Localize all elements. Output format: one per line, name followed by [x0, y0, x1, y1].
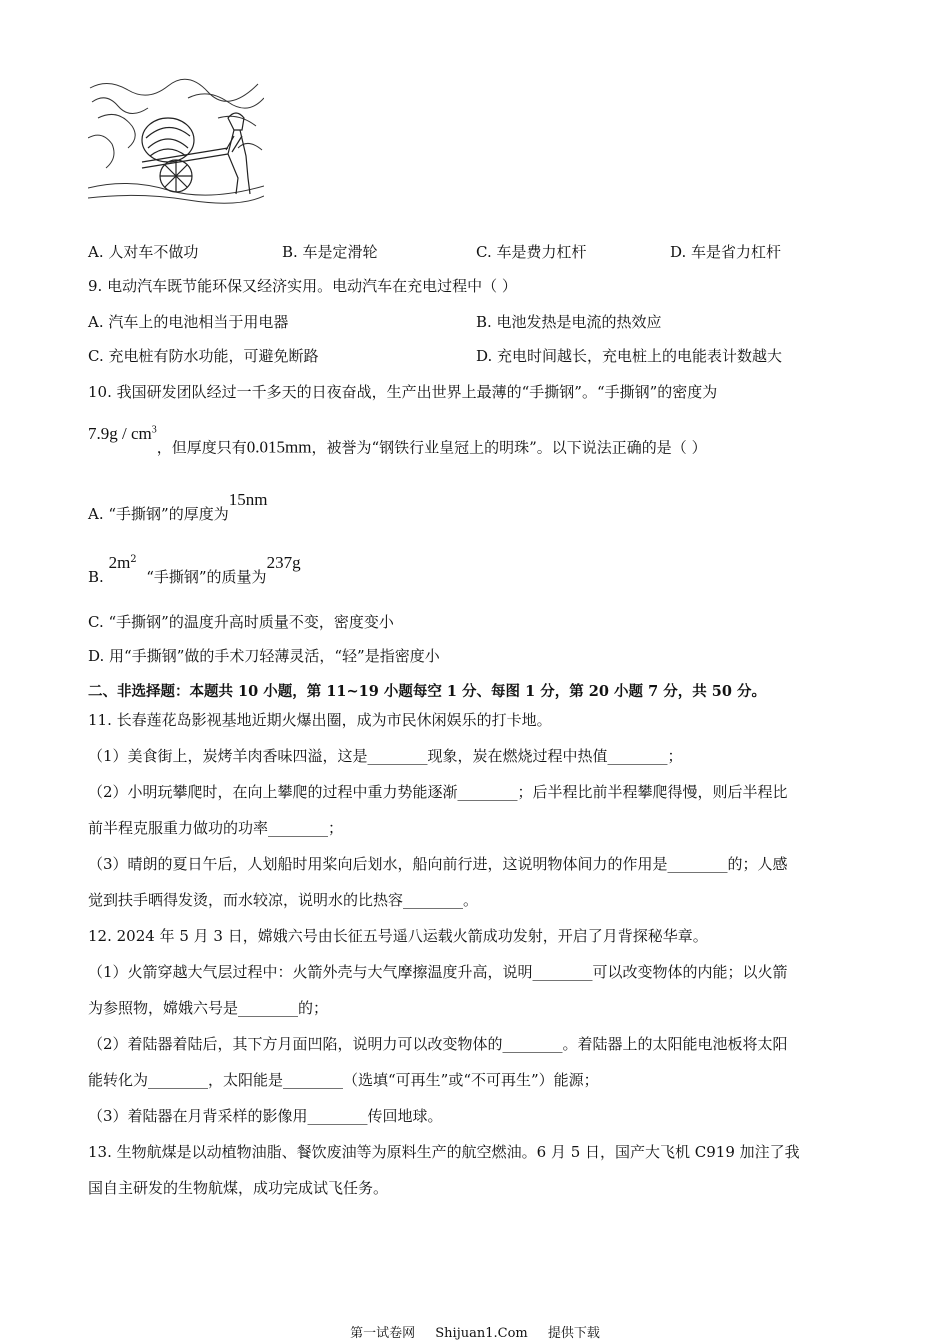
q10-option-c[interactable]: C. “手撕钢”的温度升高时质量不变，密度变小	[88, 613, 394, 631]
q12-part1-line2: 为参照物，嫦娥六号是________的；	[88, 999, 329, 1017]
q12-part1-line1: （1）火箭穿越大气层过程中：火箭外壳与大气摩擦温度升高，说明________可以改变物体的内能；以火箭	[88, 963, 788, 981]
q11-part3-line2: 觉到扶手晒得发烫，而水较凉，说明水的比热容________。	[88, 891, 479, 909]
page-footer	[0, 1326, 950, 1342]
q11-part2-line1: （2）小明玩攀爬时，在向上攀爬的过程中重力势能逐渐________；后半程比前半程攀爬得慢，则后半程比	[88, 783, 788, 801]
q12-part2-line2: 能转化为________，太阳能是________（选填“可再生”或“不可再生”）能源；	[88, 1071, 599, 1089]
q9-stem: 9. 电动汽车既节能环保又经济实用。电动汽车在充电过程中（ ）	[88, 277, 517, 295]
q9-option-c[interactable]: C. 充电桩有防水功能，可避免断路	[88, 347, 319, 365]
q13-line2: 国自主研发的生物航煤，成功完成试飞任务。	[88, 1179, 389, 1197]
q8-option-b[interactable]: B. 车是定滑轮	[282, 243, 378, 261]
q8-option-a[interactable]: A. 人对车不做功	[88, 243, 199, 261]
q9-option-a[interactable]: A. 汽车上的电池相当于用电器	[88, 313, 289, 331]
exam-page	[88, 0, 868, 1344]
footer-site-link[interactable]: Shijuan1.Com	[435, 1326, 528, 1341]
q10-stem-line1: 10. 我国研发团队经过一千多天的日夜奋战，生产出世界上最薄的“手撕钢”。“手撕钢”的密度为	[88, 383, 718, 401]
q8-option-c[interactable]: C. 车是费力杠杆	[476, 243, 587, 261]
q10-option-d[interactable]: D. 用“手撕钢”做的手术刀轻薄灵活，“轻”是指密度小	[88, 647, 440, 665]
q10-option-b[interactable]: B. $2m^2$ “手撕钢”的质量为237g	[88, 553, 301, 586]
q12-part2-line1: （2）着陆器着陆后，其下方月面凹陷，说明力可以改变物体的________。着陆器上的太阳能电池板将太阳	[88, 1035, 788, 1053]
q10-density: $7.9g / cm^3$	[88, 423, 157, 443]
q13-line1: 13. 生物航煤是以动植物油脂、餐饮废油等为原料生产的航空燃油。6 月 5 日，国产大飞机 C919 加注了我	[88, 1143, 800, 1161]
wheelbarrow-illustration	[88, 78, 264, 204]
q10-option-a[interactable]: A. “手撕钢”的厚度为15nm	[88, 490, 268, 523]
q11-part2-line2: 前半程克服重力做功的功率________；	[88, 819, 344, 837]
q9-option-b[interactable]: B. 电池发热是电流的热效应	[476, 313, 662, 331]
q10-stem-line2: $7.9g / cm^3$，但厚度只有0.015mm，被誉为“钢铁行业皇冠上的明珠”。以下说法正确的是（ ）	[88, 423, 707, 457]
q12-stem: 12. 2024 年 5 月 3 日，嫦娥六号由长征五号遥八运载火箭成功发射，开启了月背探秘华章。	[88, 927, 708, 945]
section-2-heading: 二、非选择题：本题共 10 小题，第 11~19 小题每空 1 分、每图 1 分，第 20 小题 7 分，共 50 分。	[88, 683, 766, 700]
q11-part3-line1: （3）晴朗的夏日午后，人划船时用桨向后划水，船向前行进，这说明物体间力的作用是________的；人感	[88, 855, 788, 873]
footer-download-text: 提供下载	[547, 1326, 600, 1341]
q9-option-d[interactable]: D. 充电时间越长，充电桩上的电能表计数越大	[476, 347, 783, 365]
q10-thickness: 0.015mm	[246, 437, 312, 457]
q11-stem: 11. 长春莲花岛影视基地近期火爆出圈，成为市民休闲娱乐的打卡地。	[88, 711, 552, 729]
footer-site-name: 第一试卷网	[350, 1326, 416, 1341]
q11-part1: （1）美食街上，炭烤羊肉香味四溢，这是________现象，炭在燃烧过程中热值________；	[88, 747, 683, 765]
q8-option-d[interactable]: D. 车是省力杠杆	[670, 243, 782, 261]
q12-part3: （3）着陆器在月背采样的影像用________传回地球。	[88, 1107, 443, 1125]
